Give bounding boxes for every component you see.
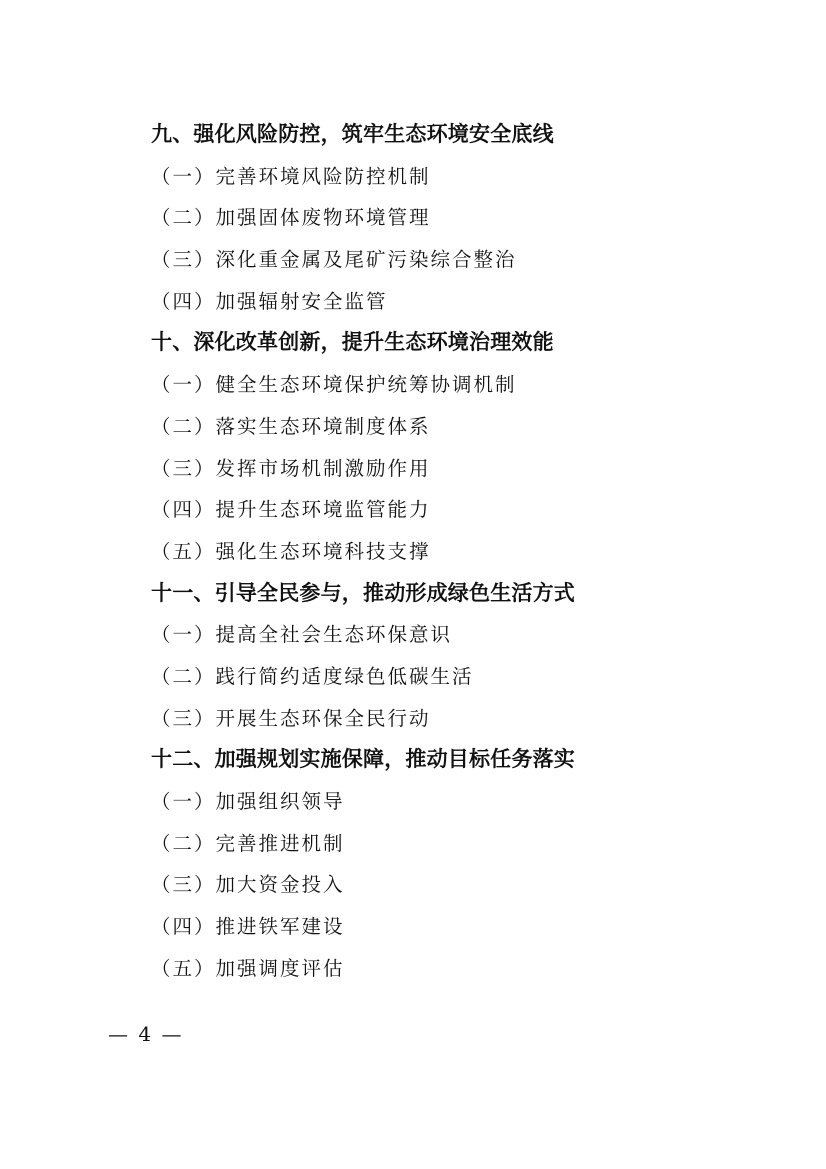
section-heading-10: 十、深化改革创新，提升生态环境治理效能 (151, 330, 554, 355)
list-item: （五）加强调度评估 (151, 956, 345, 980)
list-item: （五）强化生态环境科技支撑 (151, 539, 431, 563)
section-heading-12: 十二、加强规划实施保障，推动目标任务落实 (151, 747, 575, 772)
list-item: （二）加强固体废物环境管理 (151, 206, 431, 230)
list-item: （四）提升生态环境监管能力 (151, 498, 431, 522)
section-heading-9: 九、强化风险防控，筑牢生态环境安全底线 (151, 122, 554, 146)
list-item: （二）完善推进机制 (151, 831, 345, 855)
table-of-contents (151, 114, 771, 989)
list-item: （四）加强辐射安全监管 (151, 289, 388, 313)
list-item: （二）践行简约适度绿色低碳生活 (151, 664, 474, 688)
page-number: — 4 — (108, 1022, 184, 1046)
list-item: （一）加强组织领导 (151, 790, 345, 813)
list-item: （一）健全生态环境保护统筹协调机制 (151, 373, 517, 397)
list-item: （三）发挥市场机制激励作用 (151, 456, 431, 480)
list-item: （三）加大资金投入 (151, 873, 345, 897)
list-item: （二）落实生态环境制度体系 (151, 414, 431, 438)
list-item: （三）深化重金属及尾矿污染综合整治 (151, 248, 517, 272)
list-item: （一）完善环境风险防控机制 (151, 164, 431, 188)
list-item: （一）提高全社会生态环保意识 (151, 623, 453, 647)
section-heading-11: 十一、引导全民参与，推动形成绿色生活方式 (151, 580, 575, 605)
list-item: （三）开展生态环保全民行动 (151, 706, 431, 730)
list-item: （四）推进铁军建设 (151, 915, 345, 939)
